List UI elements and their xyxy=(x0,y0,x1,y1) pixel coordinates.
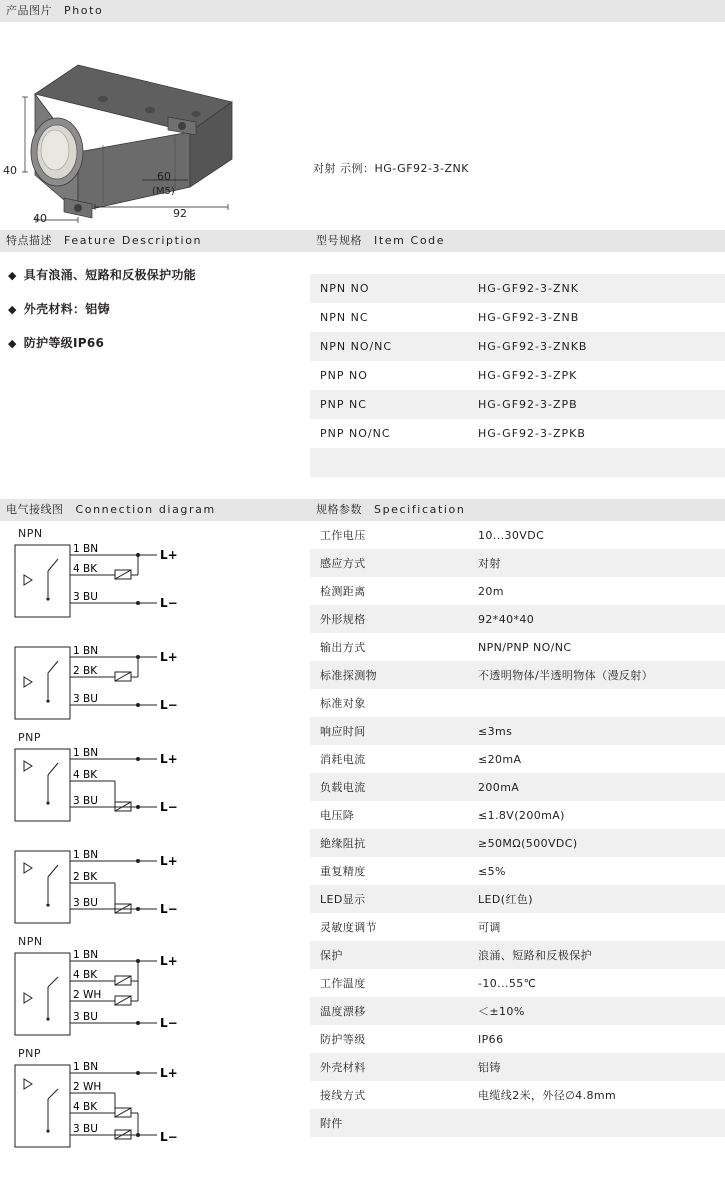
wire-label: 4 BK xyxy=(73,563,98,575)
section-header-row-feature-item xyxy=(0,230,725,252)
section-title-connection-cn: 电气接线图 xyxy=(6,503,64,516)
wire-label: 3 BU xyxy=(73,897,98,909)
table-row xyxy=(310,332,725,361)
spec-value: ≤3ms xyxy=(468,717,725,745)
spec-value: 不透明物体/半透明物体（漫反射） xyxy=(468,661,725,689)
wiring-diagrams xyxy=(0,521,310,1153)
table-row xyxy=(310,941,725,969)
spec-key: 温度漂移 xyxy=(310,997,468,1025)
spec-key: 外形规格 xyxy=(310,605,468,633)
spec-key: 附件 xyxy=(310,1109,468,1137)
wire-label: 2 BK xyxy=(73,871,98,883)
spec-key: 絶缘阻抗 xyxy=(310,829,468,857)
item-output: NPN NC xyxy=(310,303,468,332)
spec-key: 标准探测物 xyxy=(310,661,468,689)
spec-key: 接线方式 xyxy=(310,1081,468,1109)
table-row xyxy=(310,997,725,1025)
spec-value xyxy=(468,1109,725,1137)
section-header-feature xyxy=(0,230,310,252)
feature-column xyxy=(0,252,310,368)
feature-text: 具有浪涌、短路和反极保护功能 xyxy=(23,268,196,282)
spec-key: 工作电压 xyxy=(310,521,468,549)
table-row xyxy=(310,661,725,689)
wiring-type-label: NPN xyxy=(18,935,43,948)
wire-label: 1 BN xyxy=(73,949,99,961)
dimension-thread: (M5) xyxy=(152,186,175,197)
table-row xyxy=(310,1025,725,1053)
spec-key: 外壳材料 xyxy=(310,1053,468,1081)
item-output: PNP NC xyxy=(310,390,468,419)
spec-key: 响应时间 xyxy=(310,717,468,745)
diamond-icon: ◆ xyxy=(8,303,17,316)
table-row xyxy=(310,1081,725,1109)
wire-label: 3 BU xyxy=(73,795,98,807)
dimension-mount: 60 xyxy=(157,170,171,183)
wire-label: 4 BK xyxy=(73,1101,98,1113)
spec-key: 灵敏度调节 xyxy=(310,913,468,941)
wiring-type-label xyxy=(18,629,310,642)
spec-value: 浪涌、短路和反极保护 xyxy=(468,941,725,969)
wire-label: 2 BK xyxy=(73,665,98,677)
wire-label: 2 WH xyxy=(73,1081,102,1093)
rail-label: L+ xyxy=(160,548,178,562)
spec-value: NPN/PNP NO/NC xyxy=(468,633,725,661)
feature-text: 外壳材料：铝铸 xyxy=(23,302,110,316)
item-code: HG-GF92-3-ZPKB xyxy=(468,419,725,448)
spec-value: 电缆线2米，外径∅4.8mm xyxy=(468,1081,725,1109)
spec-key: 标准对象 xyxy=(310,689,468,717)
spec-value: ＜±10% xyxy=(468,997,725,1025)
spec-value: 对射 xyxy=(468,549,725,577)
item-output: PNP NO/NC xyxy=(310,419,468,448)
diamond-icon: ◆ xyxy=(8,337,17,350)
dimension-height: 40 xyxy=(3,164,17,177)
spec-key: 防护等级 xyxy=(310,1025,468,1053)
diamond-icon: ◆ xyxy=(8,269,17,282)
item-code: HG-GF92-3-ZNK xyxy=(468,274,725,303)
spec-key: 工作温度 xyxy=(310,969,468,997)
section-title-feature-cn: 特点描述 xyxy=(6,234,52,247)
wiring-type-label xyxy=(18,833,310,846)
section-title-spec-cn: 规格参数 xyxy=(316,503,362,516)
wiring-diagram xyxy=(10,1047,310,1153)
wire-label: 2 WH xyxy=(73,989,102,1001)
wire-label: 1 BN xyxy=(73,645,99,657)
wire-label: 1 BN xyxy=(73,543,99,555)
spec-key: LED显示 xyxy=(310,885,468,913)
table-row xyxy=(310,577,725,605)
item-code xyxy=(468,448,725,477)
section-title-feature-en: Feature Description xyxy=(64,234,203,247)
table-row xyxy=(310,549,725,577)
wiring-diagram xyxy=(10,833,310,929)
table-row xyxy=(310,274,725,303)
item-code-column xyxy=(310,252,725,477)
table-row xyxy=(310,969,725,997)
item-code: HG-GF92-3-ZPB xyxy=(468,390,725,419)
item-output xyxy=(310,448,468,477)
specification-table xyxy=(310,521,725,1137)
rail-label: L− xyxy=(160,698,178,712)
table-row xyxy=(310,448,725,477)
wire-label: 3 BU xyxy=(73,591,98,603)
table-row xyxy=(310,633,725,661)
feature-text: 防护等级IP66 xyxy=(23,336,105,350)
wire-label: 3 BU xyxy=(73,1123,98,1135)
rail-label: L+ xyxy=(160,1066,178,1080)
section-title-photo-en: Photo xyxy=(64,4,104,17)
section-title-connection-en: Connection diagram xyxy=(75,503,216,516)
table-row xyxy=(310,419,725,448)
section-header-connection xyxy=(0,499,310,521)
table-row xyxy=(310,303,725,332)
table-row xyxy=(310,1053,725,1081)
spec-value: 92*40*40 xyxy=(468,605,725,633)
rail-label: L− xyxy=(160,902,178,916)
feature-list xyxy=(0,252,310,351)
rail-label: L+ xyxy=(160,954,178,968)
spec-value: ≥50MΩ(500VDC) xyxy=(468,829,725,857)
rail-label: L− xyxy=(160,800,178,814)
feature-item-columns xyxy=(0,252,725,477)
spec-value: IP66 xyxy=(468,1025,725,1053)
spec-value xyxy=(468,689,725,717)
table-row xyxy=(310,605,725,633)
section-title-item-cn: 型号规格 xyxy=(316,234,362,247)
table-row xyxy=(310,361,725,390)
photo-example-note: 对射 示例：HG-GF92-3-ZNK xyxy=(313,162,469,175)
wiring-diagram xyxy=(10,629,310,725)
table-row xyxy=(310,885,725,913)
rail-label: L+ xyxy=(160,650,178,664)
spec-value: 10...30VDC xyxy=(468,521,725,549)
section-title-photo-cn: 产品图片 xyxy=(6,4,52,17)
table-row xyxy=(310,390,725,419)
item-code: HG-GF92-3-ZNB xyxy=(468,303,725,332)
spec-value: LED(红色) xyxy=(468,885,725,913)
spec-key: 消耗电流 xyxy=(310,745,468,773)
spec-key: 电压降 xyxy=(310,801,468,829)
spec-value: ≤5% xyxy=(468,857,725,885)
spec-key: 检测距离 xyxy=(310,577,468,605)
spec-value: 20m xyxy=(468,577,725,605)
spec-value: 可调 xyxy=(468,913,725,941)
table-row xyxy=(310,521,725,549)
product-drawing xyxy=(0,22,300,230)
item-output: NPN NO xyxy=(310,274,468,303)
wire-label: 1 BN xyxy=(73,747,99,759)
wiring-diagram xyxy=(10,527,310,623)
rail-label: L− xyxy=(160,596,178,610)
section-header-photo xyxy=(0,0,725,22)
table-row xyxy=(310,857,725,885)
wire-label: 3 BU xyxy=(73,693,98,705)
wiring-type-label: NPN xyxy=(18,527,43,540)
item-output: PNP NO xyxy=(310,361,468,390)
feature-item xyxy=(8,334,310,351)
spec-key: 感应方式 xyxy=(310,549,468,577)
section-header-spec xyxy=(310,499,725,521)
item-code: HG-GF92-3-ZPK xyxy=(468,361,725,390)
rail-label: L+ xyxy=(160,752,178,766)
wiring-type-label: PNP xyxy=(18,731,41,744)
item-output: NPN NO/NC xyxy=(310,332,468,361)
item-code: HG-GF92-3-ZNKB xyxy=(468,332,725,361)
table-row xyxy=(310,717,725,745)
product-photo-area xyxy=(0,22,725,230)
spec-key: 保护 xyxy=(310,941,468,969)
section-title-item-en: Item Code xyxy=(374,234,446,247)
table-row xyxy=(310,1109,725,1137)
table-row xyxy=(310,745,725,773)
spec-key: 重复精度 xyxy=(310,857,468,885)
spec-key: 输出方式 xyxy=(310,633,468,661)
wiring-type-label: PNP xyxy=(18,1047,41,1060)
wiring-diagram xyxy=(10,731,310,827)
wiring-column xyxy=(0,521,310,1159)
wiring-diagram xyxy=(10,935,310,1041)
wire-label: 1 BN xyxy=(73,1061,99,1073)
feature-item xyxy=(8,300,310,317)
spec-value: -10...55℃ xyxy=(468,969,725,997)
feature-item xyxy=(8,266,310,283)
spec-key: 负载电流 xyxy=(310,773,468,801)
section-title-spec-en: Specification xyxy=(374,503,466,516)
section-header-row-connection-spec xyxy=(0,499,725,521)
table-row xyxy=(310,773,725,801)
item-code-table xyxy=(310,274,725,477)
rail-label: L− xyxy=(160,1016,178,1030)
connection-spec-columns xyxy=(0,521,725,1159)
wire-label: 1 BN xyxy=(73,849,99,861)
section-header-item xyxy=(310,230,725,252)
table-row xyxy=(310,829,725,857)
dimension-length: 92 xyxy=(173,207,187,220)
spec-value: ≤1.8V(200mA) xyxy=(468,801,725,829)
rail-label: L+ xyxy=(160,854,178,868)
spec-value: ≤20mA xyxy=(468,745,725,773)
wire-label: 4 BK xyxy=(73,769,98,781)
table-row xyxy=(310,689,725,717)
dimension-width: 40 xyxy=(33,212,47,225)
rail-label: L− xyxy=(160,1130,178,1144)
spec-value: 铝铸 xyxy=(468,1053,725,1081)
spec-value: 200mA xyxy=(468,773,725,801)
table-row xyxy=(310,801,725,829)
table-row xyxy=(310,913,725,941)
wire-label: 4 BK xyxy=(73,969,98,981)
wire-label: 3 BU xyxy=(73,1011,98,1023)
spec-column xyxy=(310,521,725,1137)
